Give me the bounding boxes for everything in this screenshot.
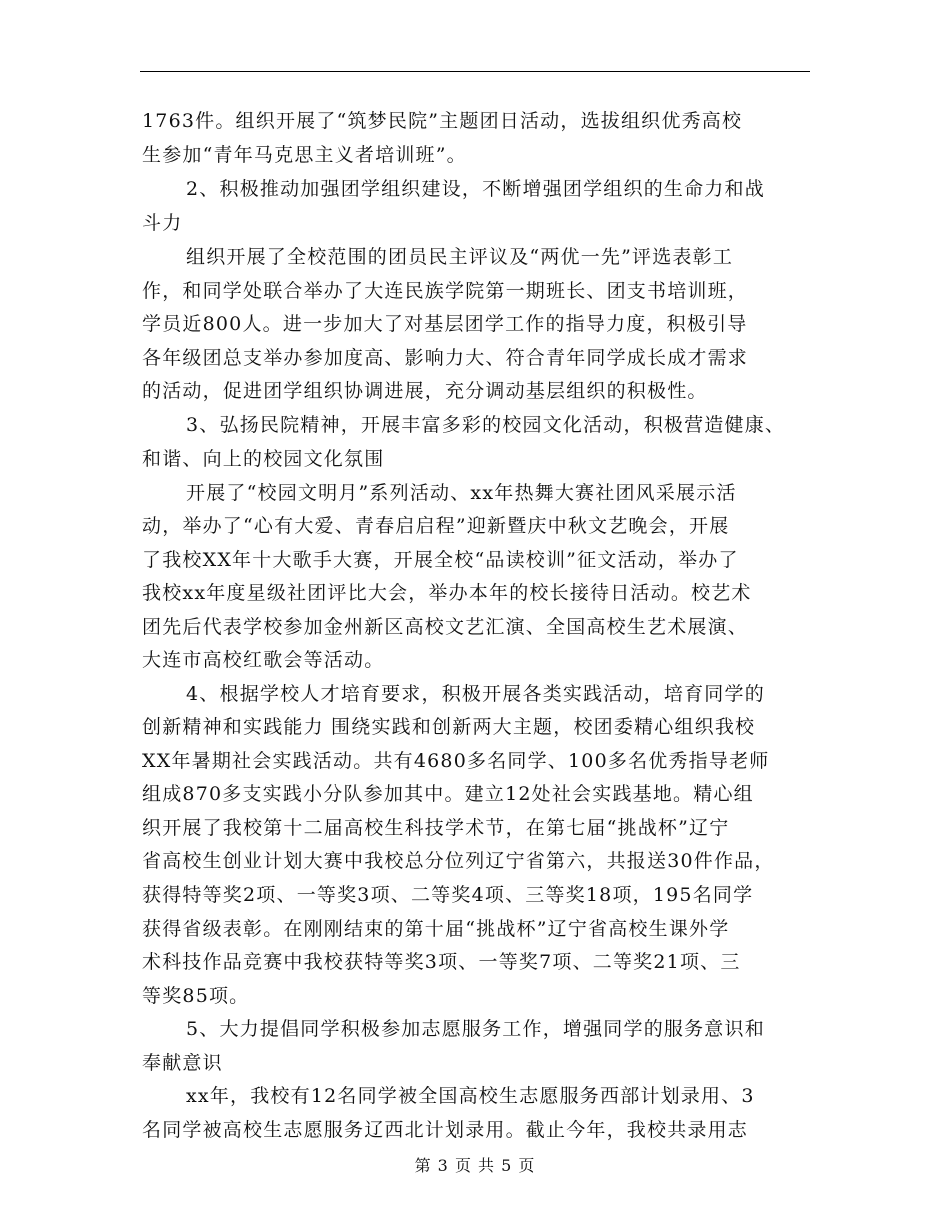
text-line: xx年，我校有12名同学被全国高校生志愿服务西部计划录用、3 <box>186 1085 755 1107</box>
text-line: 4、根据学校人才培育要求，积极开展各类实践活动，培育同学的 <box>186 683 765 705</box>
text-line: 名同学被高校生志愿服务辽西北计划录用。截止今年，我校共录用志 <box>142 1119 749 1141</box>
text-line: 的活动，促进团学组织协调进展，充分调动基层组织的积极性。 <box>142 380 708 402</box>
text-line: 斗力 <box>142 212 183 234</box>
text-line: 组成870多支实践小分队参加其中。建立12处社会实践基地。精心组 <box>142 783 754 805</box>
text-line: 3、弘扬民院精神，开展丰富多彩的校园文化活动，积极营造健康、 <box>186 414 786 436</box>
text-line: 术科技作品竞赛中我校获特等奖3项、一等奖7项、二等奖21项、三 <box>142 951 741 973</box>
text-line: XX年暑期社会实践活动。共有4680多名同学、100多名优秀指导老师 <box>142 750 770 772</box>
text-line: 获得特等奖2项、一等奖3项、二等奖4项、三等奖18项，195名同学 <box>142 884 754 906</box>
text-line: 动，举办了“心有大爱、青春启启程”迎新暨庆中秋文艺晚会，开展 <box>142 515 730 537</box>
text-line: 我校xx年度星级社团评比大会，举办本年的校长接待日活动。校艺术 <box>142 582 752 604</box>
text-line: 开展了“校园文明月”系列活动、xx年热舞大赛社团风采展示活 <box>186 482 737 504</box>
text-line: 生参加“青年马克思主义者培训班”。 <box>142 144 467 166</box>
text-line: 1763件。组织开展了“筑梦民院”主题团日活动，选拔组织优秀高校 <box>142 110 743 132</box>
text-line: 省高校生创业计划大赛中我校总分位列辽宁省第六，共报送30件作品， <box>142 850 775 872</box>
text-line: 学员近800人。进一步加大了对基层团学工作的指导力度，积极引导 <box>142 313 748 335</box>
page-footer: 第 3 页 共 5 页 <box>414 1156 536 1175</box>
header-rule <box>140 71 810 72</box>
text-line: 等奖85项。 <box>142 985 250 1007</box>
text-line: 和谐、向上的校园文化氛围 <box>142 448 385 470</box>
text-line: 2、积极推动加强团学组织建设，不断增强团学组织的生命力和战 <box>186 178 765 200</box>
text-line: 团先后代表学校参加金州新区高校文艺汇演、全国高校生艺术展演、 <box>142 616 749 638</box>
text-line: 各年级团总支举办参加度高、影响力大、符合青年同学成长成才需求 <box>142 347 749 369</box>
text-line: 获得省级表彰。在刚刚结束的第十届“挑战杯”辽宁省高校生课外学 <box>142 918 730 940</box>
text-line: 组织开展了全校范围的团员民主评议及“两优一先”评选表彰工 <box>186 246 734 268</box>
text-line: 奉献意识 <box>142 1052 223 1074</box>
text-line: 了我校XX年十大歌手大赛，开展全校“品读校训”征文活动，举办了 <box>142 549 739 571</box>
text-line: 创新精神和实践能力 围绕实践和创新两大主题，校团委精心组织我校 <box>142 716 756 738</box>
text-line: 5、大力提倡同学积极参加志愿服务工作，增强同学的服务意识和 <box>186 1018 765 1040</box>
text-line: 作，和同学处联合举办了大连民族学院第一期班长、团支书培训班， <box>142 280 749 302</box>
text-line: 大连市高校红歌会等活动。 <box>142 649 385 671</box>
text-line: 织开展了我校第十二届高校生科技学术节，在第七届“挑战杯”辽宁 <box>142 817 730 839</box>
